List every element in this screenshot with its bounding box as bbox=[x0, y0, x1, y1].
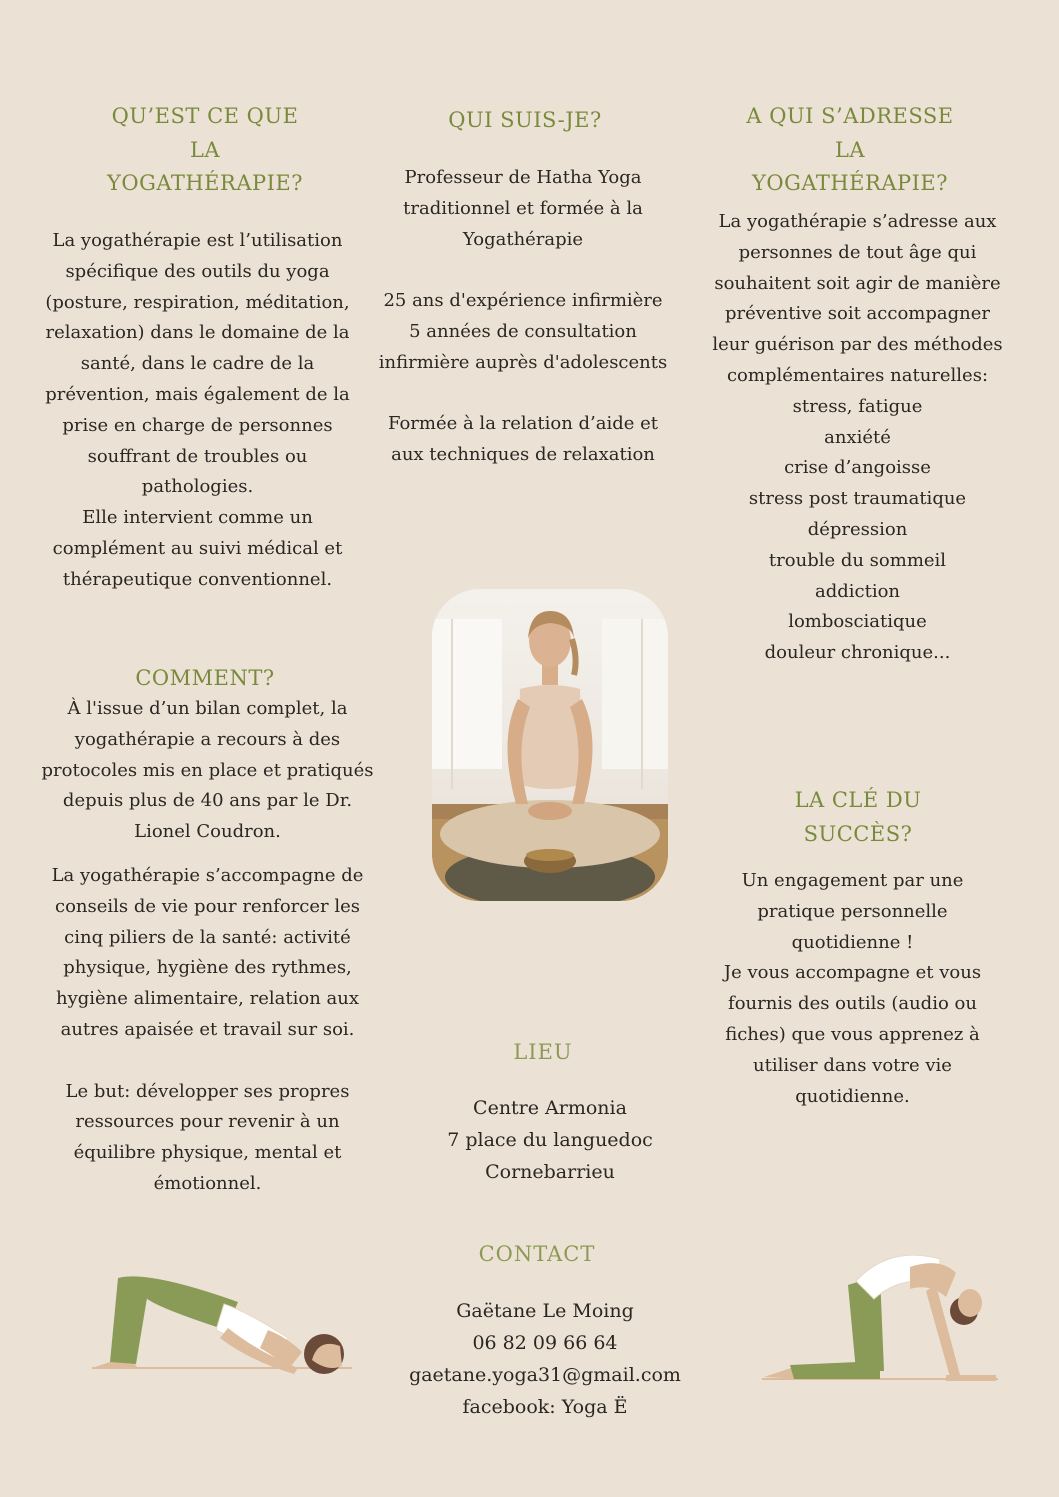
who-for-heading: A QUI S’ADRESSE LA YOGATHÉRAPIE? bbox=[746, 104, 954, 195]
how-text: À l'issue d’un bilan complet, la yogathérapie a recours à des protocoles mis en place et pratiqués depuis plus de 40 ans par le Dr. Lionel Coudron. bbox=[41, 698, 374, 843]
who-for-text: La yogathérapie s’adresse aux personnes de tout âge qui souhaitent soit agir de manière préventive soit accompagner leur guérison par des méthodes complémentaires naturelles: stress, fatigue anxiété crise d’angoisse stress post traumatique dépression trouble du sommeil addiction lombosciatique douleur chronique... bbox=[712, 211, 1003, 664]
location-heading: LIEU bbox=[513, 1040, 573, 1064]
lifestyle-text: La yogathérapie s’accompagne de conseils de vie pour renforcer les cinq piliers de la santé: activité physique, hygiène des rythmes, hygiène alimentaire, relation aux autres apaisée et travail sur soi. Le but: développer ses propres ressources pour revenir à un équilibre physique, mental et émotionnel. bbox=[51, 865, 364, 1194]
who-am-i-heading: QUI SUIS-JE? bbox=[448, 108, 602, 132]
what-is-text: La yogathérapie est l’utilisation spécifique des outils du yoga (posture, respiration, méditation, relaxation) dans le domaine de la santé, dans le cadre de la prévention, mais également de la prise en charge de personnes souffrant de troubles ou pathologies. Elle intervient comme un complément au suivi médical et thérapeutique conventionnel. bbox=[45, 230, 350, 590]
location-text: Centre Armonia 7 place du languedoc Cornebarrieu bbox=[447, 1097, 653, 1183]
yoga-bridge-pose-icon bbox=[88, 1268, 356, 1384]
who-am-i-text: Professeur de Hatha Yoga traditionnel et formée à la Yogathérapie 25 ans d'expérience infirmière 5 années de consultation infirmière auprès d'adolescents Formée à la relation d’aide et aux techniques de relaxation bbox=[378, 167, 668, 466]
meditation-portrait-photo bbox=[432, 589, 668, 901]
contact-heading: CONTACT bbox=[478, 1242, 596, 1266]
how-heading: COMMENT? bbox=[135, 666, 275, 690]
success-heading: LA CLÉ DU SUCCÈS? bbox=[794, 788, 922, 846]
what-is-heading: QU’EST CE QUE LA YOGATHÉRAPIE? bbox=[106, 104, 303, 195]
yoga-cat-pose-icon bbox=[760, 1245, 1000, 1383]
success-text: Un engagement par une pratique personnelle quotidienne ! Je vous accompagne et vous fournis des outils (audio ou fiches) que vous apprenez à utiliser dans votre vie quotidienne. bbox=[723, 870, 982, 1107]
contact-text: Gaëtane Le Moing 06 82 09 66 64 gaetane.yoga31@gmail.com facebook: Yoga Ë bbox=[409, 1300, 681, 1418]
